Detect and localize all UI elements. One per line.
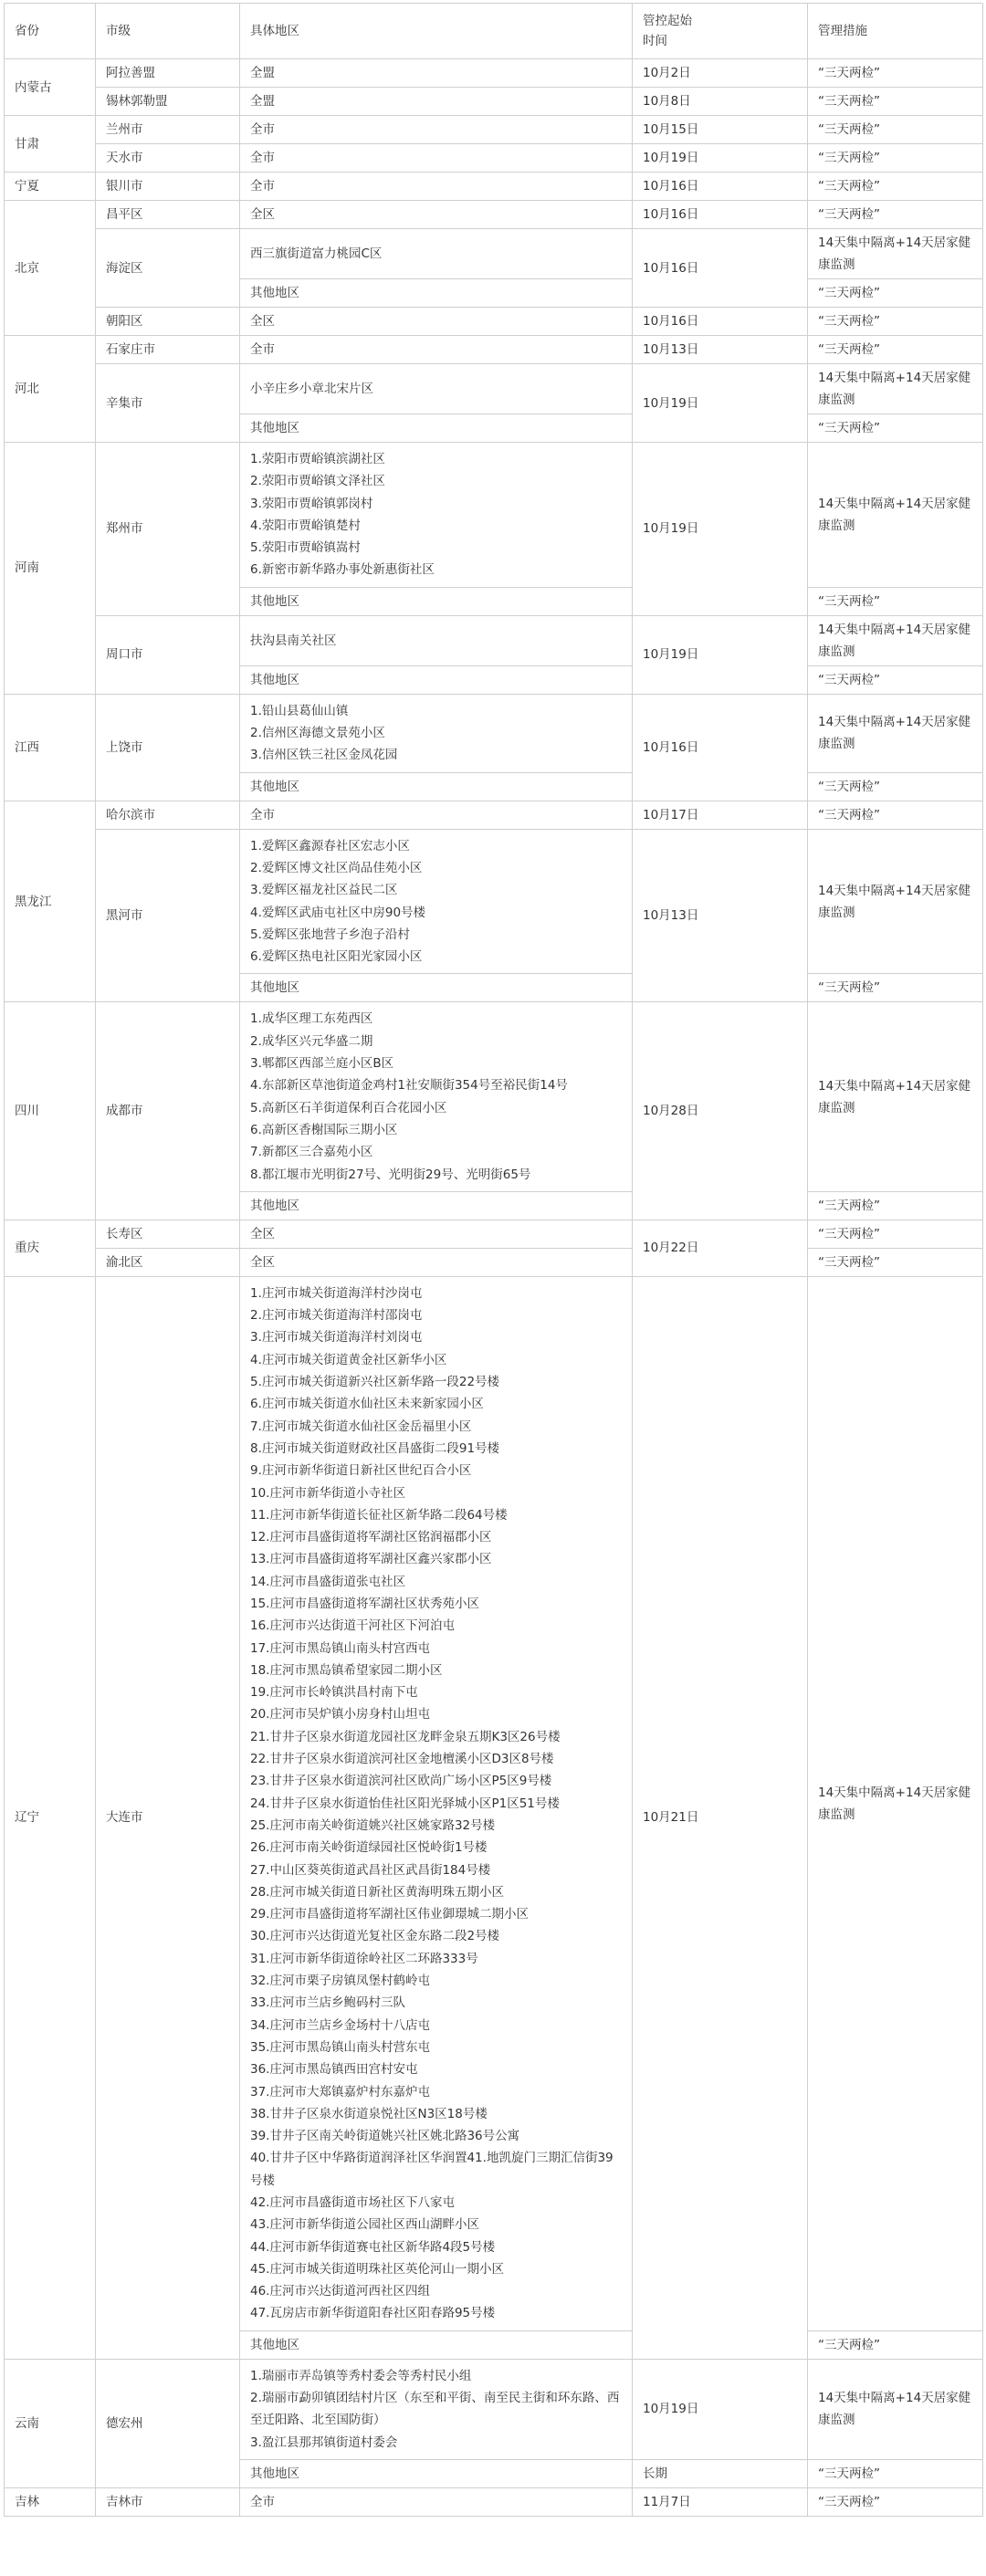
table-row [5, 801, 983, 829]
area-item: 3.信州区铁三社区金凤花园 [250, 748, 398, 763]
area-item: 其他地区 [250, 672, 299, 687]
table-row [5, 88, 983, 116]
measure-cell: “三天两检” [808, 173, 983, 201]
area-item: 全市 [250, 2494, 275, 2509]
table-row [5, 694, 983, 772]
start-time-cell: 10月22日 [633, 1220, 808, 1276]
area-item: 20.庄河市吴炉镇小房身村山坦屯 [250, 1707, 430, 1723]
area-cell [240, 443, 633, 588]
area-item: 其他地区 [250, 2337, 299, 2352]
city-cell: 天水市 [96, 144, 240, 173]
area-cell [240, 1276, 633, 2330]
area-item: 全区 [250, 207, 275, 222]
measure-cell: “三天两检” [808, 414, 983, 443]
area-item: 28.庄河市城关街道日新社区黄海明珠五期小区 [250, 1884, 504, 1900]
area-item: 2.成华区兴元华盛二期 [250, 1033, 373, 1049]
measure-cell: “三天两检” [808, 279, 983, 308]
area-item: 5.庄河市城关街道新兴社区新华路一段22号楼 [250, 1375, 500, 1390]
table-row [5, 173, 983, 201]
measure-cell: “三天两检” [808, 1220, 983, 1248]
table-row [5, 1002, 983, 1191]
measure-cell: “三天两检” [808, 144, 983, 173]
area-item: 全市 [250, 151, 275, 165]
area-cell [240, 2487, 633, 2516]
area-item: 42.庄河市昌盛街道市场社区下八家屯 [250, 2195, 455, 2210]
city-cell: 朝阳区 [96, 308, 240, 336]
city-cell: 上饶市 [96, 694, 240, 801]
measure-cell: 14天集中隔离+14天居家健康监测 [808, 364, 983, 414]
area-item: 其他地区 [250, 980, 299, 996]
start-time-cell: 10月19日 [633, 2359, 808, 2459]
city-cell: 昌平区 [96, 201, 240, 229]
area-item: 4.庄河市城关街道黄金社区新华小区 [250, 1352, 447, 1367]
area-item: 9.庄河市新华街道日新社区世纪百合小区 [250, 1463, 472, 1479]
measure-cell: “三天两检” [808, 2487, 983, 2516]
measure-cell: “三天两检” [808, 2459, 983, 2487]
table-row [5, 829, 983, 974]
start-time-cell: 10月16日 [633, 201, 808, 229]
area-item: 10.庄河市新华街道小寺社区 [250, 1485, 405, 1501]
table-row [5, 1220, 983, 1248]
area-item: 全市 [250, 179, 275, 194]
area-cell [240, 336, 633, 364]
area-item: 全市 [250, 342, 275, 357]
area-item: 19.庄河市长岭镇洪昌村南下屯 [250, 1685, 418, 1701]
city-cell: 周口市 [96, 615, 240, 694]
province-cell: 辽宁 [5, 1276, 96, 2359]
province-cell: 四川 [5, 1002, 96, 1220]
area-cell [240, 587, 633, 615]
area-item: 43.庄河市新华街道公园社区西山湖畔小区 [250, 2217, 479, 2233]
measure-cell: “三天两检” [808, 772, 983, 801]
measure-cell: “三天两检” [808, 59, 983, 88]
measure-cell: “三天两检” [808, 1248, 983, 1276]
header-row [5, 4, 983, 59]
area-item: 25.庄河市南关岭街道姚兴社区姚家路32号楼 [250, 1817, 496, 1833]
area-item: 2.信州区海德文景苑小区 [250, 726, 385, 741]
area-item: 21.甘井子区泉水街道龙园社区龙畔金泉五期K3区26号楼 [250, 1729, 561, 1744]
area-item: 5.爱辉区张地营子乡泡子沿村 [250, 927, 410, 942]
area-item: 27.中山区葵英街道武昌社区武昌街184号楼 [250, 1862, 491, 1878]
area-item: 1.庄河市城关街道海洋村沙岗屯 [250, 1285, 423, 1301]
area-item: 全市 [250, 807, 275, 822]
area-item: 1.荥阳市贾峪镇滨湖社区 [250, 452, 385, 466]
table-row [5, 116, 983, 144]
area-item: 2.爱辉区博文社区尚品佳苑小区 [250, 860, 423, 875]
city-cell: 石家庄市 [96, 336, 240, 364]
city-cell: 郑州市 [96, 443, 240, 616]
area-item: 全盟 [250, 66, 275, 80]
table-row [5, 308, 983, 336]
city-cell: 德宏州 [96, 2359, 240, 2487]
start-time-cell: 10月19日 [633, 615, 808, 694]
area-item: 13.庄河市昌盛街道将军湖社区鑫兴家郡小区 [250, 1552, 492, 1567]
city-cell: 银川市 [96, 173, 240, 201]
start-time-cell: 10月19日 [633, 443, 808, 616]
area-cell [240, 173, 633, 201]
province-cell: 吉林 [5, 2487, 96, 2516]
area-item: 全区 [250, 1254, 275, 1270]
area-item: 西三旗街道富力桃园C区 [250, 246, 383, 261]
city-cell: 黑河市 [96, 829, 240, 1002]
area-item: 38.甘井子区泉水街道泉悦社区N3区18号楼 [250, 2106, 488, 2121]
area-item: 其他地区 [250, 2466, 299, 2481]
area-cell [240, 829, 633, 974]
province-cell: 云南 [5, 2359, 96, 2487]
measure-cell: 14天集中隔离+14天居家健康监测 [808, 229, 983, 279]
area-item: 8.都江堰市光明街27号、光明街29号、光明街65号 [250, 1167, 531, 1182]
area-item: 1.爱辉区鑫源春社区宏志小区 [250, 838, 410, 853]
area-item: 全区 [250, 1226, 275, 1241]
area-cell [240, 116, 633, 144]
area-item: 1.成华区理工东苑西区 [250, 1011, 373, 1027]
start-time-cell: 10月19日 [633, 144, 808, 173]
area-item: 其他地区 [250, 286, 299, 300]
area-item: 31.庄河市新华街道徐岭社区二环路333号 [250, 1951, 478, 1966]
area-item: 7.庄河市城关街道水仙社区金岳福里小区 [250, 1419, 472, 1434]
area-item: 16.庄河市兴达街道干河社区下河泊屯 [250, 1618, 455, 1634]
area-item: 3.荥阳市贾峪镇郭岗村 [250, 496, 373, 511]
area-cell [240, 144, 633, 173]
area-item: 14.庄河市昌盛街道张屯社区 [250, 1574, 405, 1589]
table-row [5, 443, 983, 588]
area-item: 7.新都区三合嘉苑小区 [250, 1145, 373, 1160]
area-item: 小辛庄乡小章北宋片区 [250, 382, 373, 396]
table-row [5, 615, 983, 665]
city-cell: 吉林市 [96, 2487, 240, 2516]
header-city: 市级 [96, 4, 240, 59]
table-row [5, 364, 983, 414]
measure-cell: “三天两检” [808, 336, 983, 364]
province-cell: 河南 [5, 443, 96, 695]
start-time-cell: 10月17日 [633, 801, 808, 829]
header-province: 省份 [5, 4, 96, 59]
area-item: 全市 [250, 122, 275, 137]
measure-cell: 14天集中隔离+14天居家健康监测 [808, 1002, 983, 1191]
measure-cell: “三天两检” [808, 1191, 983, 1220]
control-table [4, 3, 983, 2517]
area-item: 36.庄河市黑岛镇西田宫村安屯 [250, 2062, 418, 2078]
area-item: 4.东部新区草池街道金鸡村1社安顺街354号至裕民街14号 [250, 1078, 568, 1094]
area-cell [240, 279, 633, 308]
area-item: 37.庄河市大郑镇嘉炉村东嘉炉屯 [250, 2084, 430, 2100]
area-cell [240, 615, 633, 665]
province-cell: 北京 [5, 201, 96, 336]
province-cell: 黑龙江 [5, 801, 96, 1002]
area-cell [240, 59, 633, 88]
city-cell: 渝北区 [96, 1248, 240, 1276]
measure-cell: “三天两检” [808, 308, 983, 336]
table-row [5, 229, 983, 279]
area-item: 扶沟县南关社区 [250, 633, 337, 648]
header-start-time-text: 管控起始 时间 [643, 14, 692, 48]
city-cell: 长寿区 [96, 1220, 240, 1248]
area-item: 12.庄河市昌盛街道将军湖社区铭润福郡小区 [250, 1530, 492, 1545]
city-cell: 辛集市 [96, 364, 240, 443]
start-time-cell: 10月19日 [633, 364, 808, 443]
start-time-cell: 10月28日 [633, 1002, 808, 1220]
province-cell: 甘肃 [5, 116, 96, 173]
table-row [5, 2487, 983, 2516]
measure-cell: “三天两检” [808, 974, 983, 1002]
header-measure: 管理措施 [808, 4, 983, 59]
area-item: 46.庄河市兴达街道河西社区四组 [250, 2284, 430, 2299]
area-item: 47.瓦房店市新华街道阳春社区阳春路95号楼 [250, 2306, 496, 2321]
area-item: 40.甘井子区中华路街道润泽社区华润置41.地凯旋门三期汇信街39号楼 [250, 2151, 614, 2188]
area-cell [240, 694, 633, 772]
area-cell [240, 201, 633, 229]
area-item: 24.甘井子区泉水街道怡佳社区阳光驿城小区P1区51号楼 [250, 1796, 560, 1811]
city-cell: 海淀区 [96, 229, 240, 308]
area-item: 6.高新区香榭国际三期小区 [250, 1122, 398, 1137]
area-item: 29.庄河市昌盛街道将军湖社区伟业御璟城二期小区 [250, 1907, 529, 1922]
measure-cell: “三天两检” [808, 665, 983, 694]
city-cell: 哈尔滨市 [96, 801, 240, 829]
area-item: 2.荥阳市贾峪镇文泽社区 [250, 474, 385, 489]
area-cell [240, 2359, 633, 2459]
area-item: 其他地区 [250, 421, 299, 435]
measure-cell: “三天两检” [808, 116, 983, 144]
area-cell [240, 364, 633, 414]
area-item: 6.庄河市城关街道水仙社区未来新家园小区 [250, 1397, 484, 1412]
area-item: 2.庄河市城关街道海洋村邵岗屯 [250, 1308, 423, 1324]
area-item: 3.爱辉区福龙社区益民二区 [250, 883, 398, 898]
measure-cell: 14天集中隔离+14天居家健康监测 [808, 2359, 983, 2459]
table-row [5, 2359, 983, 2459]
area-cell [240, 1191, 633, 1220]
area-cell [240, 772, 633, 801]
area-item: 33.庄河市兰店乡鲍码村三队 [250, 1995, 405, 2011]
area-item: 34.庄河市兰店乡金场村十八店屯 [250, 2017, 430, 2033]
area-item: 6.爱辉区热电社区阳光家园小区 [250, 949, 423, 965]
area-item: 8.庄河市城关街道财政社区昌盛街二段91号楼 [250, 1440, 500, 1456]
start-time-cell: 10月16日 [633, 308, 808, 336]
measure-cell: “三天两检” [808, 201, 983, 229]
area-item: 35.庄河市黑岛镇山南头村营东屯 [250, 2039, 430, 2055]
area-cell [240, 1220, 633, 1248]
area-item: 22.甘井子区泉水街道滨河社区金地檀溪小区D3区8号楼 [250, 1752, 554, 1767]
table-row [5, 336, 983, 364]
area-item: 1.铅山县葛仙山镇 [250, 703, 349, 718]
area-item: 32.庄河市栗子房镇凤堡村鹤岭屯 [250, 1974, 430, 1989]
start-time-cell: 10月16日 [633, 694, 808, 801]
province-cell: 江西 [5, 694, 96, 801]
area-cell [240, 801, 633, 829]
measure-cell: “三天两检” [808, 587, 983, 615]
measure-cell: 14天集中隔离+14天居家健康监测 [808, 443, 983, 588]
measure-cell: “三天两检” [808, 88, 983, 116]
area-item: 39.甘井子区南关岭街道姚兴社区姚北路36号公寓 [250, 2129, 520, 2144]
city-cell: 成都市 [96, 1002, 240, 1220]
start-time-cell: 10月21日 [633, 1276, 808, 2359]
area-item: 全盟 [250, 94, 275, 109]
area-item: 3.庄河市城关街道海洋村刘岗屯 [250, 1330, 423, 1346]
table-row [5, 201, 983, 229]
area-item: 其他地区 [250, 1198, 299, 1213]
start-time-cell: 10月13日 [633, 336, 808, 364]
area-item: 15.庄河市昌盛街道将军湖社区状秀苑小区 [250, 1596, 479, 1611]
area-item: 23.甘井子区泉水街道滨河社区欧尚广场小区P5区9号楼 [250, 1774, 552, 1789]
start-time-cell: 10月16日 [633, 229, 808, 308]
area-item: 其他地区 [250, 593, 299, 609]
measure-cell: 14天集中隔离+14天居家健康监测 [808, 694, 983, 772]
area-item: 26.庄河市南关岭街道绿园社区悦岭街1号楼 [250, 1840, 488, 1856]
area-cell [240, 2330, 633, 2359]
start-time-cell: 10月8日 [633, 88, 808, 116]
area-item: 4.荥阳市贾峪镇楚村 [250, 518, 361, 533]
table-row [5, 144, 983, 173]
area-cell [240, 2459, 633, 2487]
area-item: 其他地区 [250, 779, 299, 794]
area-item: 45.庄河市城关街道明珠社区英伦河山一期小区 [250, 2261, 504, 2277]
area-item: 4.爱辉区武庙屯社区中房90号楼 [250, 905, 426, 920]
area-cell [240, 308, 633, 336]
city-cell: 大连市 [96, 1276, 240, 2359]
header-start-time [633, 4, 808, 59]
area-item: 3.郫都区西部兰庭小区B区 [250, 1056, 394, 1072]
province-cell: 重庆 [5, 1220, 96, 1276]
area-item: 5.荥阳市贾峪镇嵩村 [250, 540, 361, 556]
city-cell: 阿拉善盟 [96, 59, 240, 88]
start-time-cell: 长期 [633, 2459, 808, 2487]
header-area: 具体地区 [240, 4, 633, 59]
start-time-cell: 10月16日 [633, 173, 808, 201]
province-cell: 内蒙古 [5, 59, 96, 116]
area-cell [240, 665, 633, 694]
table-row [5, 59, 983, 88]
area-item: 17.庄河市黑岛镇山南头村宫西屯 [250, 1640, 430, 1656]
area-item: 5.高新区石羊街道保利百合花园小区 [250, 1100, 447, 1115]
area-item: 2.瑞丽市勐卯镇团结村片区（东至和平街、南至民主街和环东路、西至迁阳路、北至国防街） [250, 2391, 620, 2428]
city-cell: 锡林郭勒盟 [96, 88, 240, 116]
start-time-cell: 11月7日 [633, 2487, 808, 2516]
area-cell [240, 1002, 633, 1191]
measure-cell: “三天两检” [808, 2330, 983, 2359]
start-time-cell: 10月13日 [633, 829, 808, 1002]
area-cell [240, 974, 633, 1002]
start-time-cell: 10月2日 [633, 59, 808, 88]
city-cell: 兰州市 [96, 116, 240, 144]
area-cell [240, 229, 633, 279]
province-cell: 宁夏 [5, 173, 96, 201]
area-item: 18.庄河市黑岛镇希望家园二期小区 [250, 1662, 443, 1678]
area-item: 1.瑞丽市弄岛镇等秀村委会等秀村民小组 [250, 2368, 472, 2383]
area-cell [240, 414, 633, 443]
measure-cell: “三天两检” [808, 801, 983, 829]
area-cell [240, 1248, 633, 1276]
measure-cell: 14天集中隔离+14天居家健康监测 [808, 1276, 983, 2330]
area-item: 全区 [250, 314, 275, 329]
area-item: 3.盈江县那邦镇街道村委会 [250, 2435, 398, 2450]
area-item: 6.新密市新华路办事处新惠街社区 [250, 562, 435, 578]
start-time-cell: 10月15日 [633, 116, 808, 144]
area-cell [240, 88, 633, 116]
area-item: 11.庄河市新华街道长征社区新华路二段64号楼 [250, 1507, 508, 1523]
area-item: 44.庄河市新华街道赛屯社区新华路4段5号楼 [250, 2239, 496, 2255]
province-cell: 河北 [5, 336, 96, 443]
table-row [5, 1276, 983, 2330]
table-row [5, 1248, 983, 1276]
measure-cell: 14天集中隔离+14天居家健康监测 [808, 615, 983, 665]
area-item: 30.庄河市兴达街道光复社区金东路二段2号楼 [250, 1929, 500, 1944]
measure-cell: 14天集中隔离+14天居家健康监测 [808, 829, 983, 974]
